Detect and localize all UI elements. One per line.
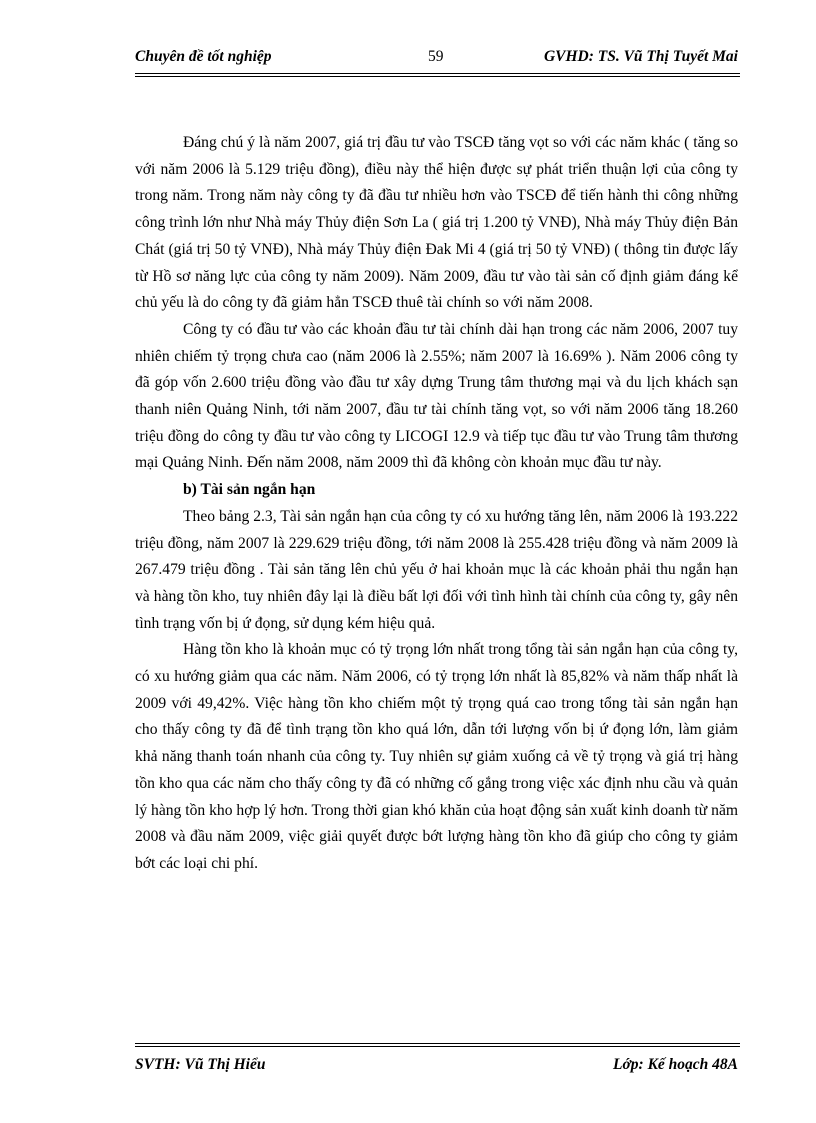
paragraph: Công ty có đầu tư vào các khoản đầu tư tài chính dài hạn trong các năm 2006, 2007 tuy nhiên chiếm tỷ trọng chưa cao (năm 2006 là 2.55%; năm 2007 là 16.69% ). Năm 2006 công ty đã góp vốn 2.600 triệu đồng vào đầu tư xây dựng Trung tâm thương mại và du lịch khách sạn thanh niên Quảng Ninh, tới năm 2007, đầu tư tài chính tăng vọt, so với năm 2006 tăng 18.260 triệu đồng do công ty đầu tư vào công ty LICOGI 12.9 và tiếp tục đầu tư vào Trung tâm thương mại Quảng Ninh. Đến năm 2008, năm 2009 thì đã không còn khoản mục đầu tư này. <box>135 320 738 472</box>
paragraph: Hàng tồn kho là khoản mục có tỷ trọng lớn nhất trong tổng tài sản ngắn hạn của công ty, có xu hướng giảm qua các năm. Năm 2006, có tỷ trọng lớn nhất là 85,82% và năm thấp nhất là 2009 với 49,42%. Việc hàng tồn kho chiếm một tỷ trọng quá cao trong tổng tài sản ngắn hạn cho thấy công ty đã để tình trạng tồn kho quá lớn, dẫn tới lượng vốn bị ứ đọng lớn, làm giảm khả năng thanh toán nhanh của công ty. Tuy nhiên sự giảm xuống cả về tỷ trọng và giá trị hàng tồn kho qua các năm cho thấy công ty đã có những cố gắng trong việc xác định nhu cầu và quản lý hàng tồn kho hợp lý hơn. Trong thời gian khó khăn của hoạt động sản xuất kinh doanh từ năm 2008 và đầu năm 2009, việc giải quyết được bớt lượng hàng tồn kho đã giúp cho công ty giảm bớt các loại chi phí. <box>135 641 738 872</box>
page-header <box>135 48 738 70</box>
paragraph: Theo bảng 2.3, Tài sản ngắn hạn của công ty có xu hướng tăng lên, năm 2006 là 193.222 triệu đồng, năm 2007 là 229.629 triệu đồng, tới năm 2008 là 255.428 triệu đồng và năm 2009 là 267.479 triệu đồng . Tài sản tăng lên chủ yếu ở hai khoản mục là các khoản phải thu ngắn hạn và hàng tồn kho, tuy nhiên đây lại là điều bất lợi đối với tình hình tài chính của công ty, gây nên tình trạng vốn bị ứ đọng, sử dụng kém hiệu quả. <box>135 507 738 632</box>
footer-student: SVTH: Vũ Thị Hiểu <box>135 1056 266 1073</box>
section-heading: b) Tài sản ngắn hạn <box>183 481 316 499</box>
paragraph: Đáng chú ý là năm 2007, giá trị đầu tư vào TSCĐ tăng vọt so với các năm khác ( tăng so với năm 2006 là 5.129 triệu đồng), điều này thể hiện được sự phát triển thuận lợi của công ty trong năm. Trong năm này công ty đã đầu tư nhiều hơn vào TSCĐ để tiến hành thi công những công trình lớn như Nhà máy Thủy điện Sơn La ( giá trị 1.200 tỷ VNĐ), Nhà máy Thủy điện Bản Chát (giá trị 50 tỷ VNĐ), Nhà máy Thủy điện Đak Mi 4 (giá trị 50 tỷ VNĐ) ( thông tin được lấy từ Hồ sơ năng lực của công ty năm 2009). Năm 2009, đầu tư vào tài sản cố định giảm đáng kể chủ yếu là do công ty đã giảm hẳn TSCĐ thuê tài chính so với năm 2008. <box>135 134 738 312</box>
header-thesis-title: Chuyên đề tốt nghiệp <box>135 48 272 65</box>
footer-rule <box>135 1043 740 1044</box>
page-footer <box>135 1056 738 1078</box>
header-rule <box>135 73 740 74</box>
footer-class: Lớp: Kế hoạch 48A <box>613 1056 738 1073</box>
page-number: 59 <box>428 48 444 65</box>
header-advisor: GVHD: TS. Vũ Thị Tuyết Mai <box>543 48 738 65</box>
header-rule-double <box>135 76 740 77</box>
footer-rule-double <box>135 1046 740 1047</box>
document-body <box>135 130 738 878</box>
